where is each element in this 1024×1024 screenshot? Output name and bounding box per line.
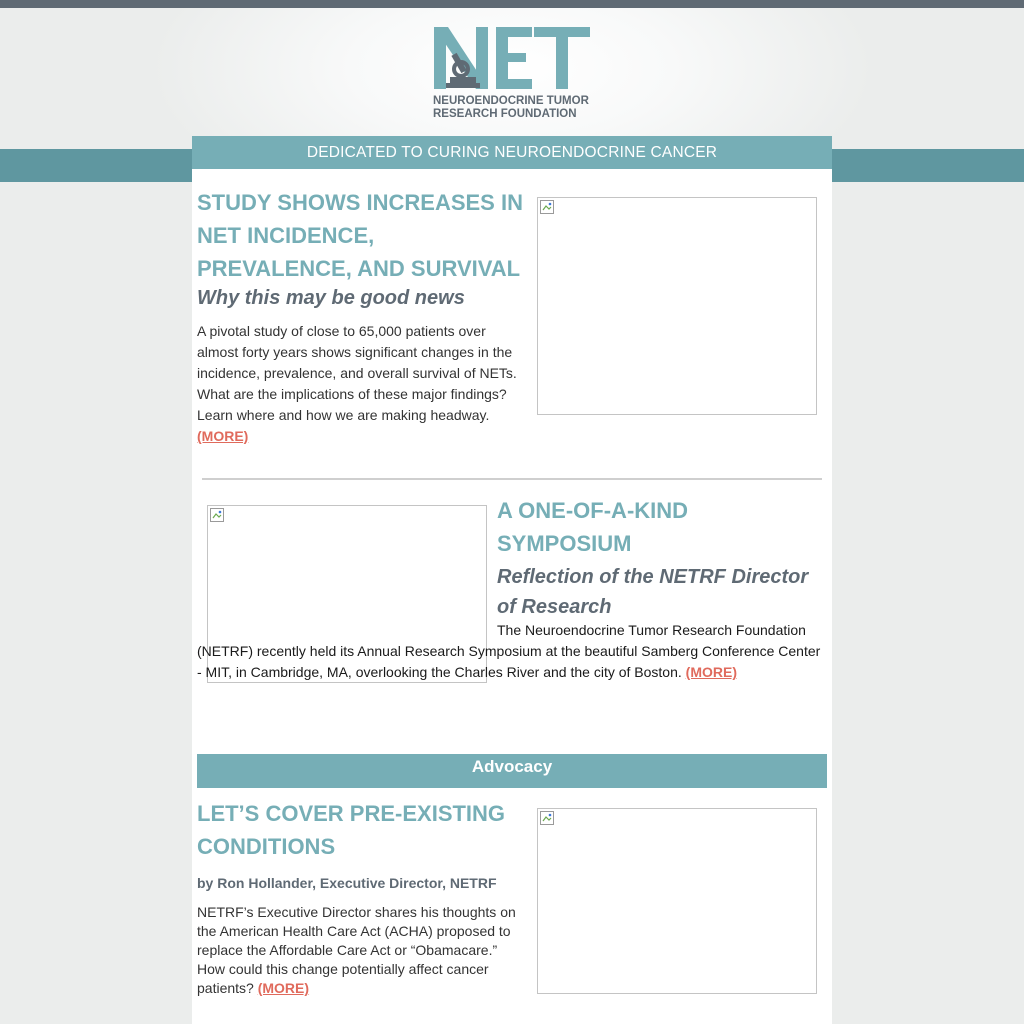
more-link[interactable]: (MORE) (257, 980, 310, 996)
more-link[interactable]: (MORE) (197, 428, 249, 444)
article-body: The Neuroendocrine Tumor Research Foundation (NETRF) recently held its Annual Research Symposium at the beautiful Samberg Conference Center - MIT, in Cambridge, MA, overlooking the Charles River and the city of Boston. (MORE) (197, 622, 821, 680)
more-link[interactable]: (MORE) (685, 664, 737, 680)
broken-image-icon (540, 200, 556, 216)
article-title[interactable]: STUDY SHOWS INCREASES IN NET INCIDENCE, PREVALENCE, AND SURVIVAL (197, 190, 523, 281)
broken-image-icon (540, 811, 556, 827)
article-body: NETRF’s Executive Director shares his thoughts on the American Health Care Act (ACHA) proposed to replace the Affordable Care Act or “Obamacare.” How could this change potentially affect cancer patients? (MORE) (197, 904, 516, 996)
article-byline: by Ron Hollander, Executive Director, NETRF (197, 875, 497, 891)
article-body: A pivotal study of close to 65,000 patients over almost forty years shows significant changes in the incidence, prevalence, and overall survival of NETs. What are the implications of these major findings? Learn where and how we are making headway. (MORE) (197, 323, 517, 444)
article-image[interactable] (537, 197, 817, 415)
article-title[interactable]: A ONE-OF-A-KIND SYMPOSIUM (497, 498, 689, 556)
netrf-logo[interactable] (432, 25, 592, 121)
logo-mark-icon (432, 25, 592, 95)
newsletter-content (192, 169, 832, 1024)
logo-line-1: NEUROENDOCRINE TUMOR (433, 95, 589, 107)
article-study (197, 186, 527, 447)
section-divider (202, 478, 822, 480)
top-bar (0, 0, 1024, 8)
article-subtitle: Reflection of the NETRF Director of Research (497, 566, 809, 618)
tagline: DEDICATED TO CURING NEUROENDOCRINE CANCER (192, 136, 832, 169)
article-title[interactable]: LET’S COVER PRE-EXISTING CONDITIONS (197, 801, 506, 859)
article-image[interactable] (537, 808, 817, 994)
article-symposium (497, 494, 822, 622)
article-subtitle: Why this may be good news (197, 287, 465, 309)
section-header-advocacy: Advocacy (197, 754, 827, 788)
broken-image-icon (210, 508, 226, 524)
logo-line-2: RESEARCH FOUNDATION (433, 108, 577, 120)
article-pre-existing-conditions (197, 797, 527, 998)
